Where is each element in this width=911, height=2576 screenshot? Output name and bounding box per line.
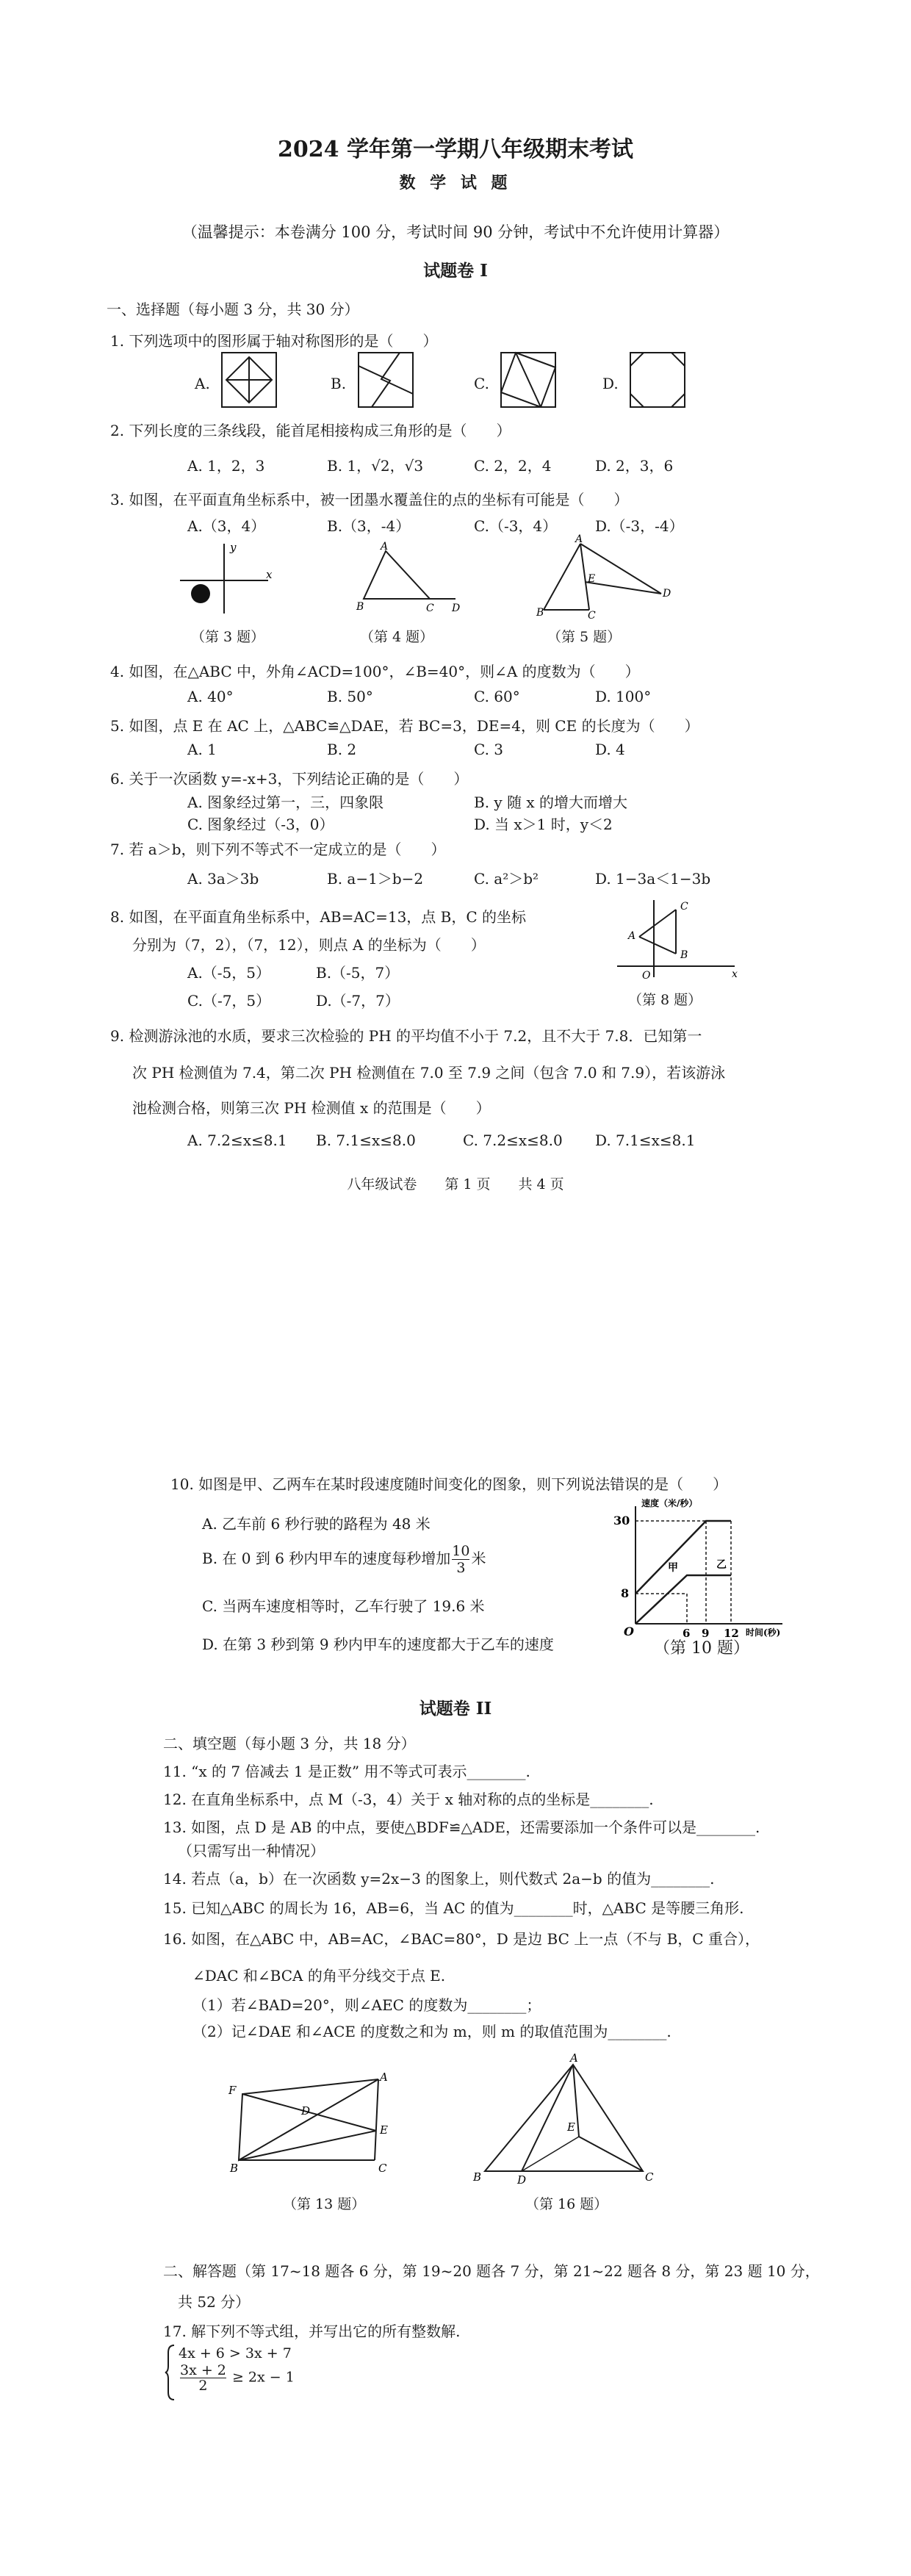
caption-q8: （第 8 题） <box>628 992 702 1008</box>
q5-option-c: C. 3 <box>474 741 504 758</box>
q3-stem: 3. 如图，在平面直角坐标系中，被一团墨水覆盖住的点的坐标有可能是（ ） <box>110 491 629 508</box>
graph-series-yi: 乙 <box>716 1559 727 1571</box>
fig5-label-b: B <box>536 607 544 619</box>
fig13-label-a: A <box>380 2070 388 2084</box>
caption-q16: （第 16 题） <box>525 2196 608 2212</box>
exam-notice: （温馨提示：本卷满分 100 分，考试时间 90 分钟，考试中不允许使用计算器） <box>181 223 730 241</box>
q8-option-b: B.（-5，7） <box>316 964 400 982</box>
caption-q5: （第 5 题） <box>547 629 622 645</box>
q3-option-c: C.（-3，4） <box>474 517 558 535</box>
fig13-label-f: F <box>228 2084 237 2097</box>
graph-series-jia: 甲 <box>668 1562 678 1574</box>
q6-option-d: D. 当 x＞1 时，y＜2 <box>474 816 613 833</box>
q1-label-a: A. <box>195 375 210 392</box>
q17-inequality-2-rhs: ≥ 2x − 1 <box>231 2369 295 2386</box>
fig4-label-d: D <box>452 602 461 614</box>
q3-option-a: A.（3，4） <box>187 517 266 535</box>
graph-y-30: 30 <box>613 1514 630 1528</box>
q17-stem: 17. 解下列不等式组，并写出它的所有整数解. <box>163 2323 461 2340</box>
section-3-heading-line2: 共 52 分） <box>178 2293 251 2311</box>
fig4-label-c: C <box>426 602 434 614</box>
q11-text: 11. “x 的 7 倍减去 1 是正数” 用不等式可表示________. <box>163 1763 530 1780</box>
fig4-label-a: A <box>381 541 389 553</box>
section-3-heading-line1: 二、解答题（第 17~18 题各 6 分，第 19~20 题各 7 分，第 21~22 题各 8 分，第 23 题 10 分， <box>163 2262 820 2280</box>
q16-line2: ∠DAC 和∠BCA 的角平分线交于点 E. <box>192 1967 446 1985</box>
graph-origin: O <box>624 1625 634 1638</box>
fig8-label-o: O <box>642 970 651 982</box>
q16-line1: 16. 如图，在△ABC 中，AB=AC，∠BAC=80°，D 是边 BC 上一点（不与 B，C 重合）， <box>163 1930 760 1948</box>
q12-text: 12. 在直角坐标系中，点 M（-3，4）关于 x 轴对称的点的坐标是________. <box>163 1791 654 1808</box>
q6-option-a: A. 图象经过第一，三，四象限 <box>187 794 384 811</box>
q10-option-b-denominator: 3 <box>456 1560 466 1576</box>
q10-option-c: C. 当两车速度相等时，乙车行驶了 19.6 米 <box>202 1597 485 1615</box>
figure-q5 <box>536 533 676 622</box>
q1-figure-a <box>220 351 279 410</box>
q6-stem: 6. 关于一次函数 y=-x+3，下列结论正确的是（ ） <box>110 770 469 788</box>
fig8-label-c: C <box>680 901 688 913</box>
exam-title: 2024 学年第一学期八年级期末考试 <box>278 137 633 162</box>
fig16-label-c: C <box>645 2170 654 2184</box>
fig8-label-x: x <box>732 968 738 980</box>
q9-option-b: B. 7.1≤x≤8.0 <box>316 1132 416 1149</box>
q7-option-b: B. a−1＞b−2 <box>327 870 424 888</box>
fig13-label-c: C <box>378 2162 387 2175</box>
q15-text: 15. 已知△ABC 的周长为 16，AB=6，当 AC 的值为________时，△ABC 是等腰三角形. <box>163 1899 744 1917</box>
q2-stem: 2. 下列长度的三条线段，能首尾相接构成三角形的是（ ） <box>110 422 511 439</box>
figure-q4 <box>353 541 463 617</box>
q10-stem: 10. 如图是甲、乙两车在某时段速度随时间变化的图象，则下列说法错误的是（ ） <box>170 1475 728 1493</box>
q1-figure-b <box>357 351 416 410</box>
q10-option-a: A. 乙车前 6 秒行驶的路程为 48 米 <box>202 1515 431 1533</box>
q1-label-c: C. <box>474 375 489 392</box>
q9-line1: 9. 检测游泳池的水质，要求三次检验的 PH 的平均值不小于 7.2，且不大于 7.8．已知第一 <box>110 1027 702 1045</box>
q4-option-d: D. 100° <box>595 688 652 705</box>
q17-fraction-numerator: 3x + 2 <box>180 2362 226 2378</box>
q3-option-b: B.（3，-4） <box>327 517 411 535</box>
q9-option-a: A. 7.2≤x≤8.1 <box>187 1132 287 1149</box>
fig3-label-y: y <box>230 541 237 554</box>
q17-inequality-1: 4x + 6 > 3x + 7 <box>179 2345 292 2361</box>
fig8-label-b: B <box>680 949 688 961</box>
caption-q4: （第 4 题） <box>360 629 434 645</box>
q3-option-d: D.（-3，-4） <box>595 517 684 535</box>
q8-option-d: D.（-7，7） <box>316 992 400 1010</box>
q10-option-b <box>202 1543 486 1576</box>
fig13-label-b: B <box>230 2162 239 2175</box>
fig4-label-b: B <box>356 601 364 613</box>
q1-figure-c <box>500 351 558 410</box>
q5-option-a: A. 1 <box>187 741 217 758</box>
q1-label-b: B. <box>331 375 347 392</box>
q5-option-d: D. 4 <box>595 741 625 758</box>
q9-line2: 次 PH 检测值为 7.4，第二次 PH 检测值在 7.0 至 7.9 之间（包含 7.0 和 7.9），若该游泳 <box>132 1064 726 1082</box>
q5-option-b: B. 2 <box>327 741 357 758</box>
fig16-label-a: A <box>570 2051 578 2065</box>
graph-x-12: 12 <box>724 1627 739 1640</box>
figure-q16 <box>470 2051 661 2187</box>
figure-q13 <box>224 2072 415 2182</box>
volume-1-heading: 试题卷 I <box>423 261 488 281</box>
graph-x-9: 9 <box>702 1627 710 1640</box>
figure-q8 <box>610 896 742 985</box>
fig5-label-a: A <box>575 533 583 545</box>
q1-stem: 1. 下列选项中的图形属于轴对称图形的是（ ） <box>110 332 438 350</box>
caption-q13: （第 13 题） <box>283 2196 366 2212</box>
q7-option-c: C. a²＞b² <box>474 870 539 888</box>
fig16-label-e: E <box>567 2120 575 2134</box>
q13-text: 13. 如图，点 D 是 AB 的中点，要使△BDF≌△ADE，还需要添加一个条件可以是________. <box>163 1818 760 1836</box>
q17-inequality-2 <box>179 2363 295 2393</box>
exam-subtitle: 数 学 试 题 <box>399 173 512 193</box>
q7-option-a: A. 3a＞3b <box>187 870 259 888</box>
figure-q3 <box>173 536 276 617</box>
q2-option-d: D. 2，3，6 <box>595 457 674 475</box>
graph-y-8: 8 <box>621 1586 630 1600</box>
section-1-heading: 一、选择题（每小题 3 分，共 30 分） <box>107 301 359 318</box>
graph-y-label: 速度（米/秒） <box>641 1498 698 1508</box>
q9-option-d: D. 7.1≤x≤8.1 <box>595 1132 696 1149</box>
fig16-label-d: D <box>517 2173 527 2187</box>
q1-figure-d <box>629 351 688 410</box>
q13-note: （只需写出一种情况） <box>178 1842 325 1860</box>
caption-q3: （第 3 题） <box>191 629 265 645</box>
fig8-label-a: A <box>628 930 636 942</box>
q4-option-a: A. 40° <box>187 688 234 705</box>
fig3-label-x: x <box>266 568 273 581</box>
q7-option-d: D. 1−3a＜1−3b <box>595 870 711 888</box>
fig5-label-e: E <box>588 573 596 585</box>
graph-x-label: 时间(秒) <box>746 1627 781 1638</box>
q8-option-a: A.（-5，5） <box>187 964 271 982</box>
q10-option-b-numerator: 10 <box>452 1543 470 1559</box>
q10-option-b-fraction <box>452 1543 469 1576</box>
caption-q10: （第 10 题） <box>654 1639 749 1658</box>
system-brace-icon <box>165 2344 176 2401</box>
q10-option-d: D. 在第 3 秒到第 9 秒内甲车的速度都大于乙车的速度 <box>202 1636 554 1653</box>
q16-part2: （2）记∠DAE 和∠ACE 的度数之和为 m，则 m 的取值范围为________. <box>192 2023 671 2040</box>
q1-label-d: D. <box>602 375 619 392</box>
fig13-label-d: D <box>301 2104 311 2118</box>
q5-stem: 5. 如图，点 E 在 AC 上，△ABC≌△DAE，若 BC=3，DE=4，则 CE 的长度为（ ） <box>110 717 699 735</box>
section-2-heading: 二、填空题（每小题 3 分，共 18 分） <box>163 1735 416 1752</box>
q4-option-c: C. 60° <box>474 688 520 705</box>
q16-part1: （1）若∠BAD=20°，则∠AEC 的度数为________； <box>192 1996 541 2014</box>
fig16-label-b: B <box>473 2170 482 2184</box>
q2-option-c: C. 2，2，4 <box>474 457 552 475</box>
q8-option-c: C.（-7，5） <box>187 992 271 1010</box>
fig5-label-c: C <box>588 610 596 622</box>
q10-option-b-post: 米 <box>471 1550 486 1567</box>
q14-text: 14. 若点（a，b）在一次函数 y=2x−3 的图象上，则代数式 2a−b 的值为________. <box>163 1870 715 1888</box>
figure-q10-speed-graph <box>613 1498 797 1640</box>
q9-option-c: C. 7.2≤x≤8.0 <box>463 1132 563 1149</box>
q9-line3: 池检测合格，则第三次 PH 检测值 x 的范围是（ ） <box>132 1099 491 1117</box>
q6-option-b: B. y 随 x 的增大而增大 <box>474 794 628 811</box>
q2-option-a: A. 1，2，3 <box>187 457 265 475</box>
q2-option-b: B. 1，√2，√3 <box>327 457 424 475</box>
q7-stem: 7. 若 a＞b，则下列不等式不一定成立的是（ ） <box>110 841 446 858</box>
q4-option-b: B. 50° <box>327 688 373 705</box>
page-footer: 八年级试卷 第 1 页 共 4 页 <box>347 1176 564 1192</box>
q8-stem-line1: 8. 如图，在平面直角坐标系中，AB=AC=13，点 B，C 的坐标 <box>110 908 527 926</box>
fig13-label-e: E <box>380 2123 388 2137</box>
q17-fraction-denominator: 2 <box>198 2378 208 2394</box>
graph-x-6: 6 <box>683 1627 691 1640</box>
q4-stem: 4. 如图，在△ABC 中，外角∠ACD=100°，∠B=40°，则∠A 的度数为（ ） <box>110 663 640 680</box>
fig5-label-d: D <box>663 588 671 600</box>
volume-2-heading: 试题卷 II <box>419 1699 492 1719</box>
q10-option-b-pre: B. 在 0 到 6 秒内甲车的速度每秒增加 <box>202 1550 451 1567</box>
q8-stem-line2: 分别为（7，2），（7，12），则点 A 的坐标为（ ） <box>132 936 486 954</box>
q6-option-c: C. 图象经过（-3，0） <box>187 816 334 833</box>
